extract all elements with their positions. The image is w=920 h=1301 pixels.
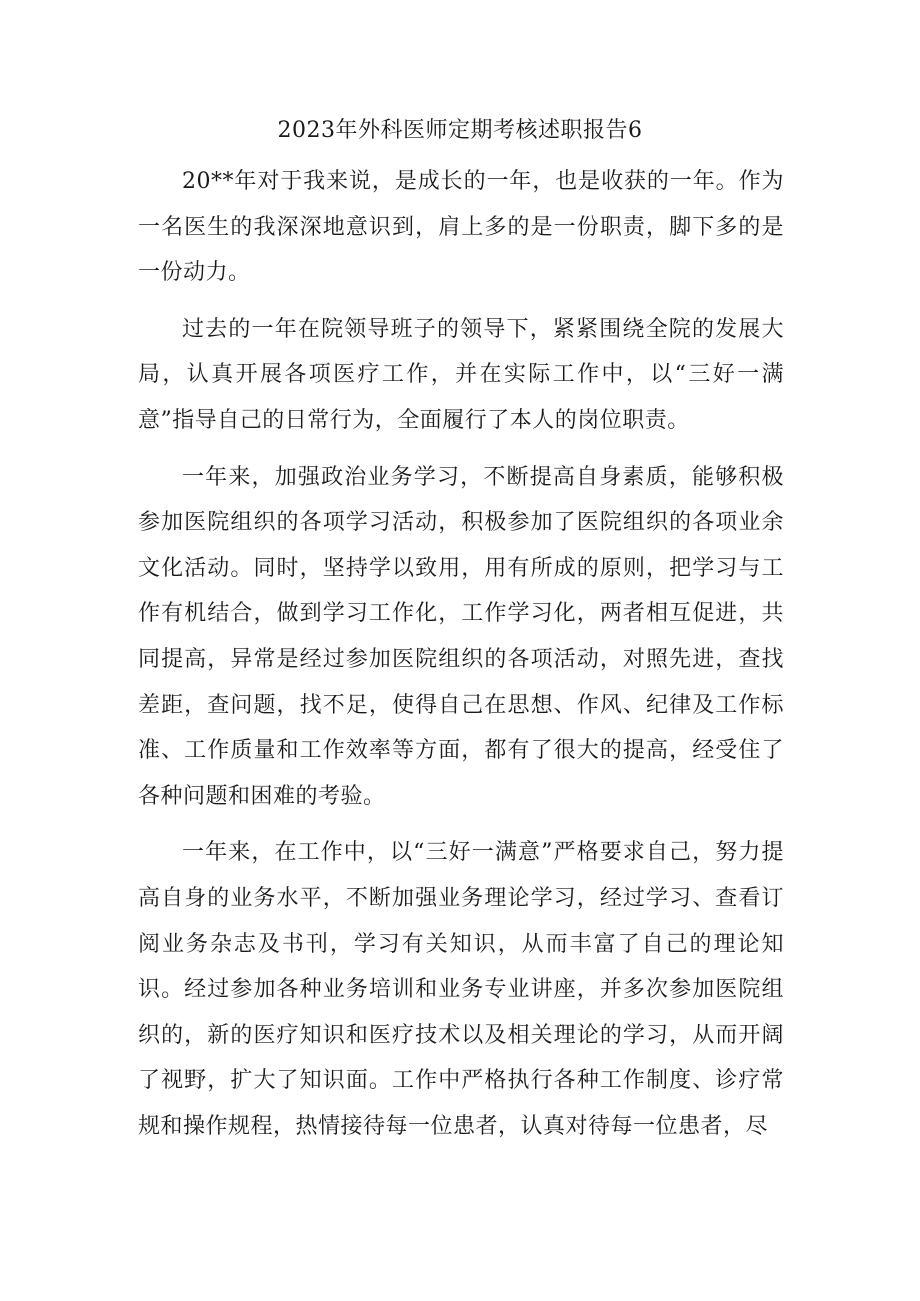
- document-title: 2023年外科医师定期考核述职报告6: [277, 118, 643, 143]
- document-body: [138, 159, 784, 1149]
- paragraph-4: 一年来，在工作中，以“三好一满意”严格要求自己，努力提高自身的业务水平，不断加强业务理论学习，经过学习、查看订阅业务杂志及书刊，学习有关知识，从而丰富了自己的理论知识。经过参加各种业务培训和业务专业讲座，并多次参加医院组织的，新的医疗知识和医疗技术以及相关理论的学习，从而开阔了视野，扩大了知识面。工作中严格执行各种工作制度、诊疗常规和操作规程，热情接待每一位患者，认真对待每一位患者，尽: [138, 840, 784, 1139]
- paragraph-1: 20**年对于我来说，是成长的一年，也是收获的一年。作为一名医生的我深深地意识到，肩上多的是一份职责，脚下多的是一份动力。: [138, 169, 784, 286]
- paragraph-2: 过去的一年在院领导班子的领导下，紧紧围绕全院的发展大局，认真开展各项医疗工作，并在实际工作中，以“三好一满意”指导自己的日常行为，全面履行了本人的岗位职责。: [138, 316, 784, 433]
- paragraph-3: 一年来，加强政治业务学习，不断提高自身素质，能够积极参加医院组织的各项学习活动，积极参加了医院组织的各项业余文化活动。同时，坚持学以致用，用有所成的原则，把学习与工作有机结合，做到学习工作化，工作学习化，两者相互促进，共同提高，异常是经过参加医院组织的各项活动，对照先进，查找差距，查问题，找不足，使得自己在思想、作风、纪律及工作标准、工作质量和工作效率等方面，都有了很大的提高，经受住了各种问题和困难的考验。: [138, 464, 784, 809]
